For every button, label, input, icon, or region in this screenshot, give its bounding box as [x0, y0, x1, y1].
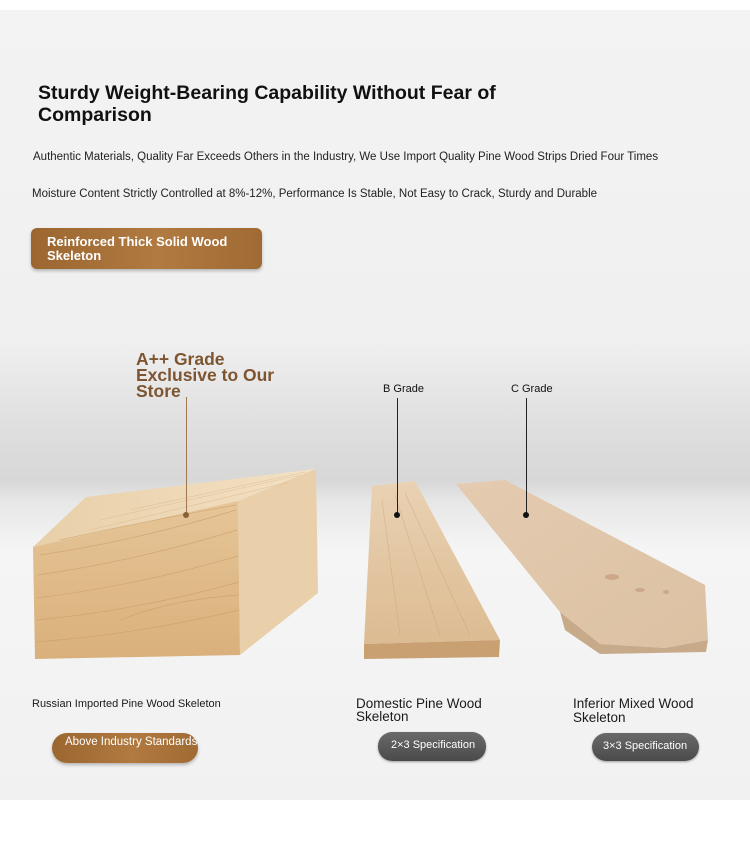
headline: Sturdy Weight-Bearing Capability Without Fear of Comparison — [38, 82, 496, 126]
grade-a-pointer-dot — [183, 512, 189, 518]
badge-spec-3x3: 3×3 Specification — [592, 733, 699, 761]
grade-a-pointer-line — [186, 397, 187, 515]
caption-russian-pine: Russian Imported Pine Wood Skeleton — [32, 698, 221, 710]
description-materials: Authentic Materials, Quality Far Exceeds Others in the Industry, We Use Import Quality Pine Wood Strips Dried Four Times — [33, 151, 659, 163]
feature-badge: Reinforced Thick Solid Wood Skeleton — [31, 228, 262, 269]
grade-c-pointer-line — [526, 398, 527, 515]
grade-a-label: A++ Grade Exclusive to Our Store — [136, 349, 275, 401]
grade-c-plank — [456, 480, 708, 654]
grade-b-label: B Grade — [383, 383, 424, 395]
badge-above-standards: Above Industry Standards — [52, 733, 198, 763]
grade-c-pointer-dot — [523, 512, 529, 518]
grade-b-pointer-line — [397, 398, 398, 515]
badge-spec-2x3: 2×3 Specification — [378, 732, 486, 761]
caption-inferior-mixed: Inferior Mixed Wood Skeleton — [573, 696, 694, 725]
description-moisture: Moisture Content Strictly Controlled at 8%-12%, Performance Is Stable, Not Easy to Crack, Sturdy and Durable — [32, 188, 598, 200]
grade-c-label: C Grade — [511, 383, 553, 395]
caption-domestic-pine: Domestic Pine Wood Skeleton — [356, 696, 482, 724]
grade-a-plank — [33, 469, 318, 659]
grade-b-pointer-dot — [394, 512, 400, 518]
